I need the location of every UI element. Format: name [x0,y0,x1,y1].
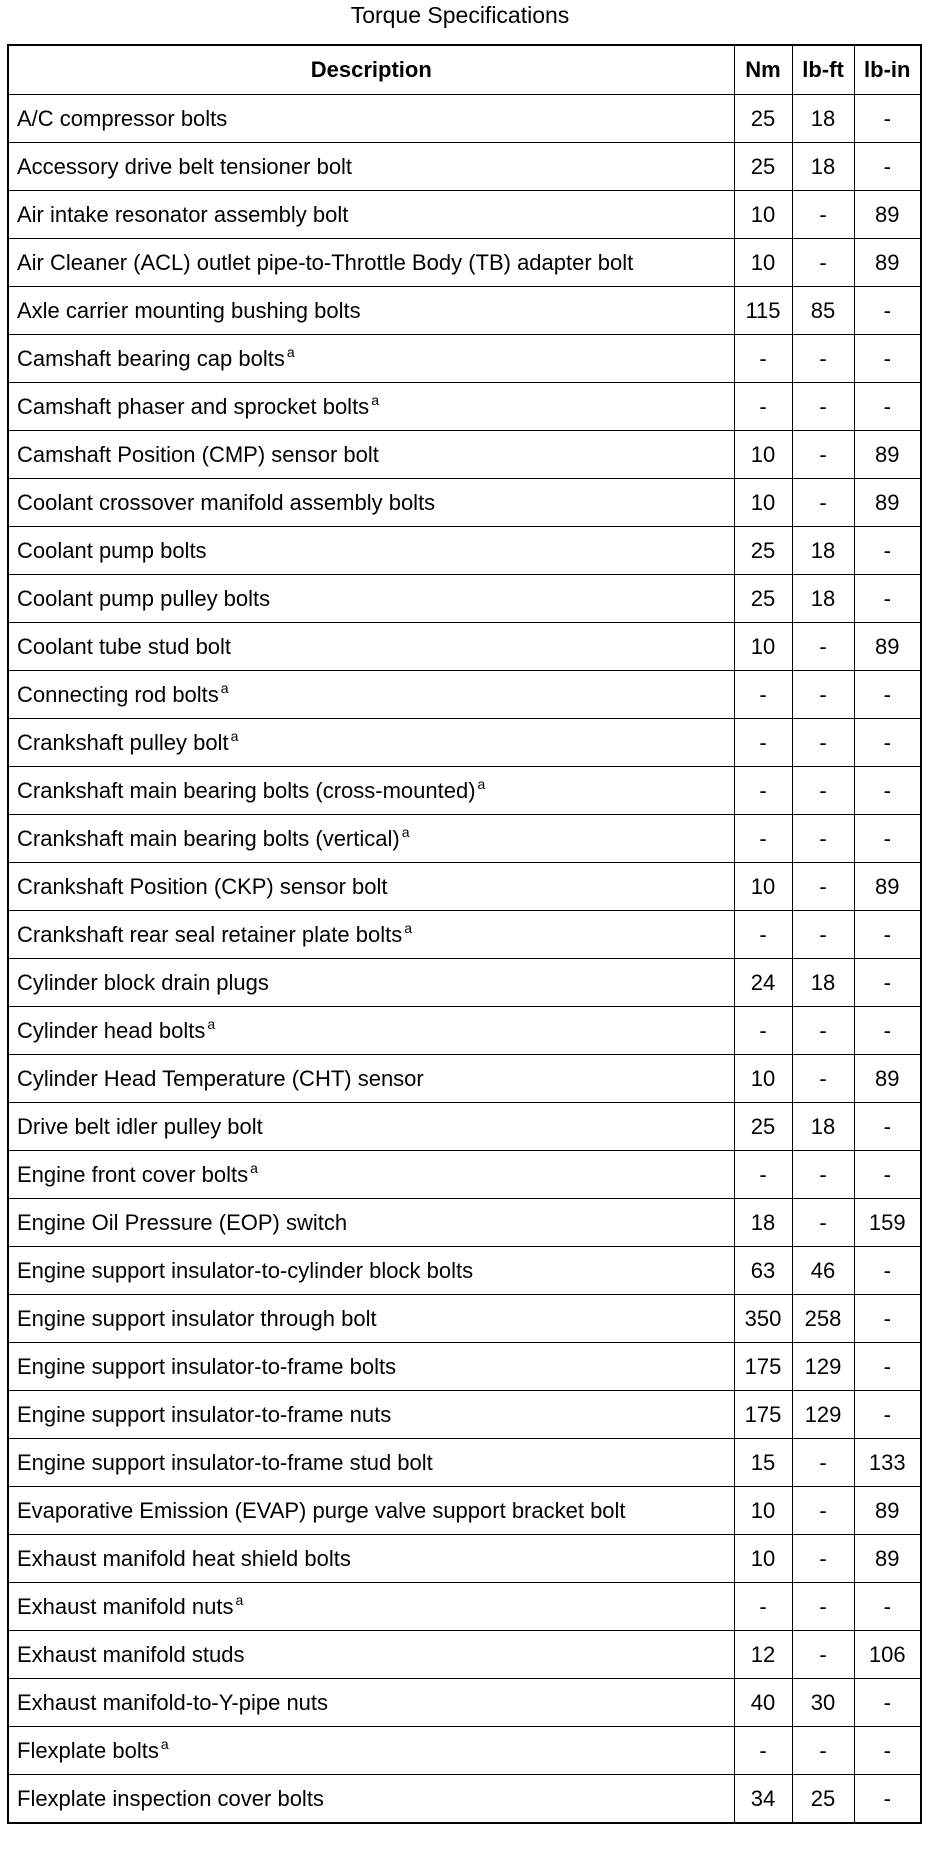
cell-nm: 10 [734,623,792,671]
table-row [8,1727,921,1775]
cell-lbft: - [792,1199,854,1247]
description-text: Exhaust manifold studs [17,1641,245,1667]
description-text: Cylinder head bolts [17,1017,206,1043]
footnote-marker: a [230,727,239,744]
table-row [8,1679,921,1727]
cell-nm: 25 [734,527,792,575]
cell-lbin: - [854,1583,921,1631]
cell-lbin: - [854,767,921,815]
cell-description [8,1343,734,1391]
table-row [8,1343,921,1391]
cell-description [8,1535,734,1583]
cell-lbft: - [792,623,854,671]
table-row [8,767,921,815]
cell-lbin: - [854,143,921,191]
page-title: Torque Specifications [350,2,570,28]
cell-lbin: - [854,719,921,767]
cell-lbin: 89 [854,1055,921,1103]
cell-nm: 25 [734,1103,792,1151]
cell-lbin: 89 [854,191,921,239]
header-lbft: lb-ft [792,45,854,95]
description-text: Engine support insulator-to-frame bolts [17,1353,397,1379]
description-text: Camshaft bearing cap bolts [17,345,285,371]
cell-nm: 25 [734,95,792,143]
cell-lbft: 46 [792,1247,854,1295]
description-text: Exhaust manifold heat shield bolts [17,1545,351,1571]
cell-lbin: - [854,95,921,143]
cell-nm: 34 [734,1775,792,1824]
cell-description [8,863,734,911]
table-row [8,1535,921,1583]
cell-nm: - [734,767,792,815]
table-body [8,95,921,1824]
cell-description [8,383,734,431]
cell-description [8,335,734,383]
cell-description [8,1151,734,1199]
cell-lbft: - [792,479,854,527]
cell-description [8,527,734,575]
cell-lbin: - [854,1247,921,1295]
cell-nm: - [734,815,792,863]
table-row [8,1247,921,1295]
table-row [8,1103,921,1151]
cell-lbin: 89 [854,623,921,671]
description-text: Crankshaft Position (CKP) sensor bolt [17,873,388,899]
table-row [8,287,921,335]
table-row [8,143,921,191]
cell-lbft: - [792,911,854,959]
cell-nm: 175 [734,1343,792,1391]
cell-lbin: - [854,1343,921,1391]
cell-nm: 18 [734,1199,792,1247]
cell-lbin: - [854,527,921,575]
description-text: Engine support insulator-to-frame stud bolt [17,1449,433,1475]
table-row [8,1583,921,1631]
footnote-marker: a [235,1591,244,1608]
table-row [8,671,921,719]
table-row [8,815,921,863]
table-row [8,1295,921,1343]
table-row [8,527,921,575]
table-row [8,383,921,431]
description-text: Coolant pump pulley bolts [17,585,271,611]
cell-lbin: 89 [854,431,921,479]
table-row [8,1007,921,1055]
table-row [8,1439,921,1487]
cell-description [8,143,734,191]
cell-nm: 10 [734,1055,792,1103]
table-row [8,431,921,479]
table-header [8,45,921,95]
cell-nm: - [734,335,792,383]
cell-lbft: 18 [792,575,854,623]
cell-nm: 12 [734,1631,792,1679]
cell-lbft: - [792,431,854,479]
cell-description [8,911,734,959]
description-text: Air intake resonator assembly bolt [17,201,349,227]
cell-description [8,671,734,719]
table-row [8,1775,921,1824]
cell-nm: - [734,1583,792,1631]
torque-spec-table [7,44,922,1824]
table-row [8,1055,921,1103]
cell-lbft: - [792,383,854,431]
cell-lbft: 30 [792,1679,854,1727]
cell-nm: - [734,719,792,767]
cell-nm: 25 [734,143,792,191]
description-text: Coolant pump bolts [17,537,207,563]
cell-lbin: - [854,287,921,335]
header-lbin: lb-in [854,45,921,95]
cell-lbin: 89 [854,1487,921,1535]
cell-lbft: - [792,239,854,287]
cell-nm: 63 [734,1247,792,1295]
table-row [8,1391,921,1439]
cell-lbin: - [854,575,921,623]
description-text: Accessory drive belt tensioner bolt [17,153,353,179]
cell-lbft: - [792,1583,854,1631]
table-row [8,1487,921,1535]
cell-description [8,1583,734,1631]
cell-lbft: - [792,1439,854,1487]
cell-lbft: - [792,671,854,719]
cell-description [8,1103,734,1151]
cell-description [8,1679,734,1727]
cell-lbft: - [792,1535,854,1583]
cell-lbin: - [854,815,921,863]
header-row [8,45,921,95]
description-text: Crankshaft main bearing bolts (cross-mounted) [17,777,476,803]
cell-description [8,431,734,479]
cell-lbin: - [854,1391,921,1439]
cell-description [8,239,734,287]
cell-description [8,1775,734,1824]
footnote-marker: a [401,823,410,840]
cell-description [8,191,734,239]
description-text: Drive belt idler pulley bolt [17,1113,263,1139]
cell-lbft: - [792,815,854,863]
description-text: Cylinder block drain plugs [17,969,269,995]
cell-lbft: - [792,1055,854,1103]
table-row [8,1199,921,1247]
footnote-marker: a [477,775,486,792]
cell-lbin: - [854,1007,921,1055]
description-text: Engine front cover bolts [17,1161,249,1187]
cell-description [8,959,734,1007]
cell-lbin: - [854,1679,921,1727]
footnote-marker: a [207,1015,216,1032]
cell-description [8,479,734,527]
cell-lbin: - [854,1295,921,1343]
table-row [8,623,921,671]
cell-lbin: - [854,1151,921,1199]
cell-description [8,1391,734,1439]
description-text: Flexplate bolts [17,1737,159,1763]
cell-lbin: - [854,671,921,719]
cell-description [8,1631,734,1679]
cell-description [8,1439,734,1487]
footnote-marker: a [286,343,295,360]
footnote-marker: a [160,1735,169,1752]
cell-lbft: 85 [792,287,854,335]
description-text: Axle carrier mounting bushing bolts [17,297,361,323]
cell-lbft: 25 [792,1775,854,1824]
cell-lbin: 106 [854,1631,921,1679]
cell-lbft: 18 [792,143,854,191]
footnote-marker: a [250,1159,258,1176]
table-row [8,335,921,383]
cell-lbft: - [792,719,854,767]
description-text: Crankshaft main bearing bolts (vertical) [17,825,400,851]
cell-lbft: 258 [792,1295,854,1343]
cell-lbin: 89 [854,863,921,911]
cell-lbft: - [792,767,854,815]
cell-lbin: - [854,1103,921,1151]
table-row [8,863,921,911]
cell-nm: 175 [734,1391,792,1439]
table-row [8,191,921,239]
cell-lbin: 89 [854,239,921,287]
cell-lbin: 159 [854,1199,921,1247]
cell-description [8,287,734,335]
description-text: Camshaft Position (CMP) sensor bolt [17,441,379,467]
cell-nm: 350 [734,1295,792,1343]
cell-nm: 10 [734,1487,792,1535]
cell-description [8,575,734,623]
description-text: Flexplate inspection cover bolts [17,1785,324,1811]
description-text: Air Cleaner (ACL) outlet pipe-to-Throttle Body (TB) adapter bolt [17,249,634,275]
description-text: Camshaft phaser and sprocket bolts [17,393,370,419]
cell-description [8,1295,734,1343]
table-row [8,719,921,767]
cell-lbft: - [792,1631,854,1679]
cell-lbft: 129 [792,1391,854,1439]
cell-lbft: 18 [792,527,854,575]
description-text: Engine Oil Pressure (EOP) switch [17,1209,348,1235]
cell-lbin: 89 [854,1535,921,1583]
table-row [8,1151,921,1199]
table-row [8,911,921,959]
description-text: A/C compressor bolts [17,105,228,131]
cell-description [8,1487,734,1535]
cell-nm: 24 [734,959,792,1007]
cell-lbft: - [792,1487,854,1535]
cell-nm: 10 [734,479,792,527]
cell-nm: 10 [734,863,792,911]
table-row [8,479,921,527]
cell-description [8,767,734,815]
description-text: Connecting rod bolts [17,681,219,707]
table-row [8,1631,921,1679]
cell-lbin: - [854,335,921,383]
footnote-marker: a [371,391,379,408]
cell-description [8,1055,734,1103]
description-text: Cylinder Head Temperature (CHT) sensor [17,1065,424,1091]
description-text: Coolant crossover manifold assembly bolts [17,489,436,515]
cell-nm: - [734,1727,792,1775]
table-row [8,95,921,143]
cell-description [8,1007,734,1055]
table-row [8,959,921,1007]
cell-lbft: 18 [792,959,854,1007]
footnote-marker: a [220,679,229,696]
footnote-marker: a [404,919,412,936]
cell-nm: - [734,1151,792,1199]
description-text: Coolant tube stud bolt [17,633,232,659]
description-text: Crankshaft pulley bolt [17,729,229,755]
cell-nm: - [734,1007,792,1055]
cell-lbin: - [854,911,921,959]
cell-lbft: - [792,1151,854,1199]
cell-description [8,1199,734,1247]
cell-description [8,1247,734,1295]
cell-description [8,719,734,767]
cell-nm: 15 [734,1439,792,1487]
header-nm: Nm [734,45,792,95]
cell-nm: - [734,911,792,959]
cell-description [8,623,734,671]
cell-lbft: - [792,335,854,383]
description-text: Engine support insulator through bolt [17,1305,377,1331]
description-text: Evaporative Emission (EVAP) purge valve support bracket bolt [17,1497,626,1523]
cell-lbin: 133 [854,1439,921,1487]
cell-lbft: - [792,1727,854,1775]
table-row [8,239,921,287]
description-text: Crankshaft rear seal retainer plate bolts [17,921,403,947]
table-row [8,575,921,623]
cell-nm: 25 [734,575,792,623]
cell-lbin: - [854,1727,921,1775]
cell-description [8,95,734,143]
description-text: Exhaust manifold nuts [17,1593,234,1619]
cell-lbft: - [792,191,854,239]
cell-description [8,815,734,863]
cell-nm: 10 [734,191,792,239]
cell-description [8,1727,734,1775]
cell-nm: - [734,671,792,719]
cell-lbft: 18 [792,1103,854,1151]
description-text: Exhaust manifold-to-Y-pipe nuts [17,1689,329,1715]
cell-nm: - [734,383,792,431]
cell-lbft: - [792,863,854,911]
cell-lbin: - [854,959,921,1007]
cell-nm: 40 [734,1679,792,1727]
cell-lbft: 18 [792,95,854,143]
cell-nm: 115 [734,287,792,335]
cell-lbin: - [854,1775,921,1824]
cell-lbin: - [854,383,921,431]
cell-lbft: 129 [792,1343,854,1391]
cell-lbin: 89 [854,479,921,527]
cell-lbft: - [792,1007,854,1055]
cell-nm: 10 [734,431,792,479]
description-text: Engine support insulator-to-cylinder block bolts [17,1257,474,1283]
description-text: Engine support insulator-to-frame nuts [17,1401,392,1427]
cell-nm: 10 [734,239,792,287]
cell-nm: 10 [734,1535,792,1583]
header-description: Description [8,45,734,95]
